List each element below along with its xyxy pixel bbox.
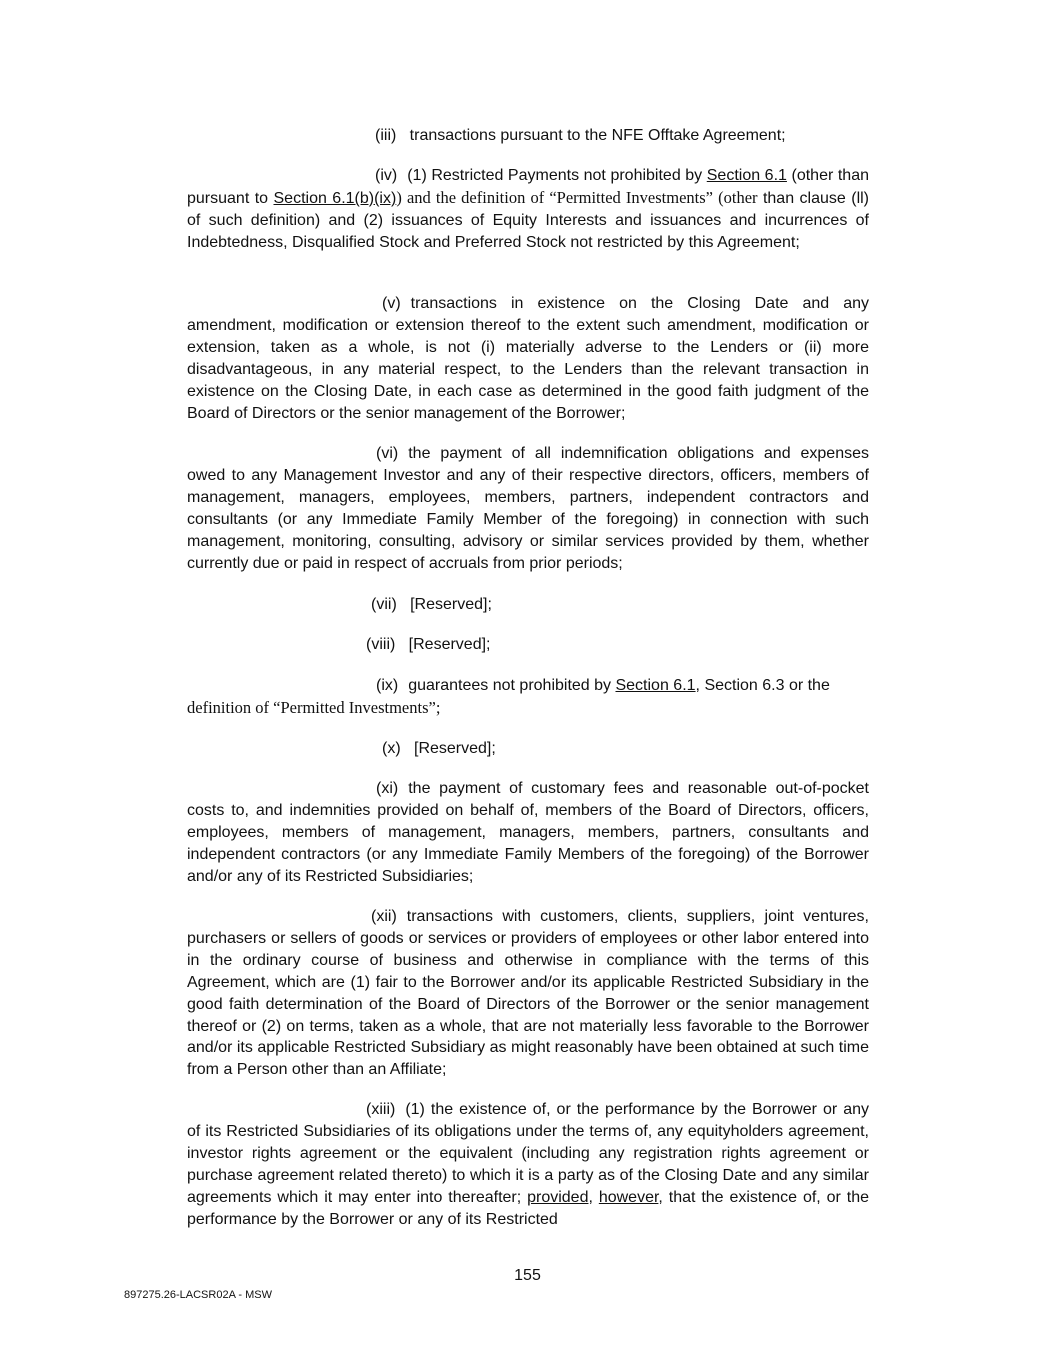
clause-text: transactions pursuant to the NFE Offtake Agreement; [409, 127, 786, 144]
section-reference-link[interactable]: Section 6.1(b)(ix) [273, 189, 397, 207]
clause-v [187, 293, 869, 424]
clause-xii [187, 906, 869, 1081]
section-reference-link[interactable]: Section 6.1 [615, 677, 696, 694]
clause-text: , Section 6.3 or the [695, 677, 830, 694]
clause-text: transactions in existence on the Closing Date and any amendment, modification or extension thereof to the extent such amendment, modification or extension, taken as a whole, is not (i) materially adverse to the Lenders or (ii) more disadvantageous, in any material respect, to the Lenders than the relevant transaction in existence on the Closing Date, in each case as determined in the good faith judgment of the Board of Directors or the senior management of the Borrower; [187, 295, 869, 422]
clause-xi [187, 778, 869, 888]
clause-text: [Reserved]; [408, 636, 491, 653]
clause-text: [Reserved]; [410, 596, 492, 613]
clause-text: the payment of all indemnification obligations and expenses owed to any Management Investor and any of their respective directors, officers, members of management, managers, employees, members, partners, independent contractors and consultants (or any Immediate Family Member of the foregoing) in connection with such management, monitoring, consulting, advisory or similar services provided by them, whether currently due or paid in respect of accruals from prior periods; [187, 445, 869, 572]
clause-iv [187, 165, 869, 254]
clause-text: ) and the definition of “Permitted Investments” (other [396, 187, 758, 207]
clause-label: (iv) [375, 167, 398, 184]
clause-label: (ix) [376, 677, 399, 694]
clause-label: (vi) [376, 445, 399, 462]
clause-vi [187, 443, 869, 574]
clause-text: guarantees not prohibited by [408, 677, 616, 694]
clause-xiii [187, 1099, 869, 1230]
clause-x [382, 738, 496, 760]
clause-label: (viii) [366, 636, 396, 653]
section-reference-link[interactable]: Section 6.1 [706, 167, 787, 184]
clause-text: , [588, 1188, 599, 1206]
clause-text: the payment of customary fees and reasonable out-of-pocket costs to, and indemnities provided on behalf of, members of the Board of Directors, officers, employees, members of management, managers, members, partners, consultants and independent contractors (or any Immediate Family Members of the foregoing) of the Borrower and/or any of its Restricted Subsidiaries; [187, 780, 869, 885]
however-term: however [598, 1188, 659, 1206]
clause-text: (1) Restricted Payments not prohibited by [407, 167, 707, 184]
clause-label: (x) [382, 740, 401, 757]
clause-text: (other than pursuant to [187, 167, 870, 207]
clause-label: (xii) [371, 908, 397, 925]
clause-text: [Reserved]; [414, 740, 496, 757]
clause-ix [187, 675, 869, 720]
clause-label: (xi) [376, 780, 399, 797]
clause-text: (1) the existence of, or the performance by the Borrower or any of its Restricted Subsidiaries of its obligations under the terms of, any equityholders agreement, investor rights agreement or the equivalent (including any registration rights agreement or purchase agreement related thereto) to which it is a party as of the Closing Date and any similar agreements which it may enter into thereafter; [187, 1101, 869, 1206]
clause-text: definition of “Permitted Investments”; [187, 697, 441, 717]
clause-label: (iii) [375, 127, 397, 144]
clause-text: than clause (ll) of such definition) and (2) issuances of Equity Interests and issuances and incurrences of Indebtedness, Disqualified Stock and Preferred Stock not restricted by this Agreement; [187, 189, 870, 251]
clause-text: transactions with customers, clients, suppliers, joint ventures, purchasers or sellers of goods or services or providers of employees or other labor entered into in the ordinary course of business and otherwise in compliance with the terms of this Agreement, which are (1) fair to the Borrower and/or its applicable Restricted Subsidiary in the good faith determination of the Board of Directors of the Borrower or the senior management thereof or (2) on terms, taken as a whole, that are not materially less favorable to the Borrower and/or its applicable Restricted Subsidiary as might reasonably have been obtained at such time from a Person other than an Affiliate; [187, 908, 869, 1079]
clause-viii [366, 634, 490, 656]
clause-text: , that the existence of, or the performance by the Borrower or any of its Restricted [187, 1188, 870, 1228]
clause-label: (vii) [371, 596, 397, 613]
provided-term: provided [527, 1188, 589, 1206]
clause-vii [371, 594, 492, 616]
clause-iii [375, 125, 786, 147]
clause-label: (v) [382, 295, 401, 312]
document-id: 897275.26-LACSR02A - MSW [124, 1289, 272, 1301]
page-number: 155 [514, 1267, 541, 1284]
clause-label: (xiii) [366, 1101, 396, 1118]
